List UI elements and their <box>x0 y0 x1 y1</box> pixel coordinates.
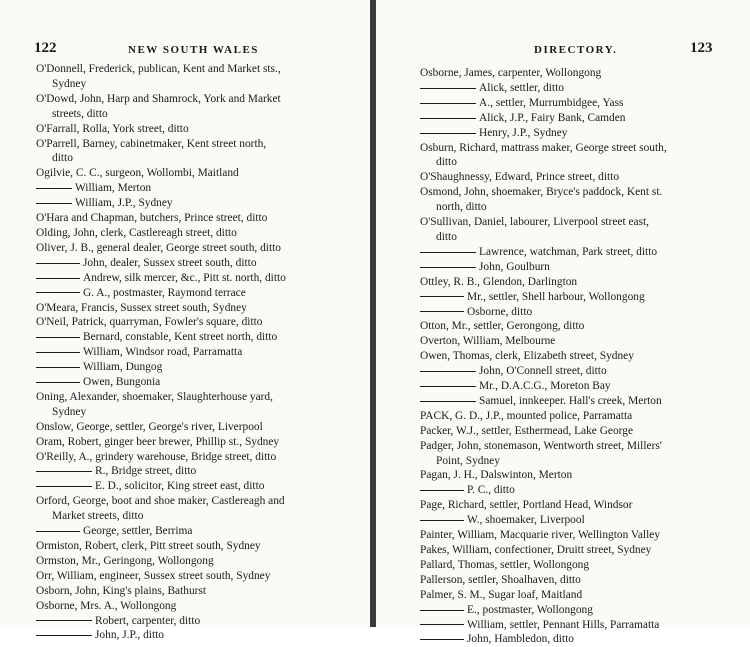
entry-text: Osmond, John, shoemaker, Bryce's paddock, Kent st. <box>420 186 663 199</box>
directory-entry <box>420 245 738 260</box>
directory-entry <box>420 126 738 141</box>
ditto-dash <box>36 367 80 368</box>
directory-entry <box>36 584 362 599</box>
ditto-dash <box>36 188 72 189</box>
ditto-dash <box>36 278 80 279</box>
entry-continuation <box>420 230 738 245</box>
entry-text: Lawrence, watchman, Park street, ditto <box>479 245 658 258</box>
ditto-dash <box>36 337 80 338</box>
entry-text: William, Dungog <box>83 361 163 374</box>
directory-entry <box>36 301 362 316</box>
directory-entry <box>36 524 362 539</box>
right-page-number: 123 <box>690 40 713 56</box>
entry-text: streets, ditto <box>52 107 108 120</box>
entry-text: William, Windsor road, Parramatta <box>83 346 243 359</box>
entry-text: A., settler, Murrumbidgee, Yass <box>479 96 624 109</box>
entry-text: Sydney <box>52 77 87 90</box>
directory-entry <box>420 81 738 96</box>
directory-entry <box>36 122 362 137</box>
entry-continuation <box>36 509 362 524</box>
ditto-dash <box>420 252 476 253</box>
entry-text: Packer, W.J., settler, Esthermead, Lake George <box>420 424 634 437</box>
entry-continuation <box>36 405 362 420</box>
entry-text: E., postmaster, Wollongong <box>467 603 593 616</box>
directory-entry <box>420 558 738 573</box>
entry-text: John, Goulburn <box>479 260 550 273</box>
directory-entry <box>420 215 738 230</box>
directory-entry <box>36 62 362 77</box>
entry-text: O'Donnell, Frederick, publican, Kent and Market sts., <box>36 63 281 75</box>
entry-text: Alick, J.P., Fairy Bank, Camden <box>479 111 626 124</box>
entry-text: Mr., settler, Shell harbour, Wollongong <box>467 290 645 303</box>
directory-entry <box>420 513 738 528</box>
directory-entry <box>36 330 362 345</box>
entry-text: William, settler, Pennant Hills, Parramatta <box>467 618 660 631</box>
entry-continuation <box>36 107 362 122</box>
ditto-dash <box>420 267 476 268</box>
entry-text: O'Meara, Francis, Sussex street south, Sydney <box>36 301 247 314</box>
directory-entry <box>420 632 738 647</box>
ditto-dash <box>420 88 476 89</box>
directory-entry <box>36 196 362 211</box>
directory-entry <box>36 241 362 256</box>
ditto-dash <box>420 520 464 521</box>
left-entry-list <box>36 62 362 643</box>
entry-text: Osborn, John, King's plains, Bathurst <box>36 584 207 597</box>
entry-text: Owen, Thomas, clerk, Elizabeth street, Sydney <box>420 350 634 363</box>
directory-entry <box>420 543 738 558</box>
ditto-dash <box>36 382 80 383</box>
entry-text: Padger, John, stonemason, Wentworth street, Millers' <box>420 439 662 452</box>
entry-text: Palmer, S. M., Sugar loaf, Maitland <box>420 588 583 601</box>
directory-entry <box>36 539 362 554</box>
left-page <box>0 0 370 642</box>
entry-text: O'Neil, Patrick, quarryman, Fowler's square, ditto <box>36 316 263 329</box>
entry-text: north, ditto <box>436 201 487 214</box>
entry-text: O'Sullivan, Daniel, labourer, Liverpool street east, <box>420 216 650 229</box>
ditto-dash <box>420 624 464 625</box>
ditto-dash <box>36 203 72 204</box>
entry-text: O'Dowd, John, Harp and Shamrock, York and Market <box>36 92 281 105</box>
entry-text: W., shoemaker, Liverpool <box>467 514 585 527</box>
entry-text: Ottley, R. B., Glendon, Darlington <box>420 275 578 288</box>
entry-text: Ormston, Mr., Geringong, Wollongong <box>36 554 214 567</box>
entry-text: Ormiston, Robert, clerk, Pitt street south, Sydney <box>36 540 261 552</box>
ditto-dash <box>420 296 464 297</box>
entry-text: Onslow, George, settler, George's river, Liverpool <box>36 420 263 433</box>
directory-entry <box>36 435 362 450</box>
directory-entry <box>36 92 362 107</box>
entry-continuation <box>36 77 362 92</box>
directory-entry <box>36 226 362 241</box>
directory-entry <box>36 375 362 390</box>
directory-entry <box>420 618 738 633</box>
ditto-dash <box>420 311 464 312</box>
directory-entry <box>420 96 738 111</box>
entry-text: Osburn, Richard, mattrass maker, George street south, <box>420 141 667 154</box>
directory-entry <box>420 394 738 409</box>
entry-text: Pallard, Thomas, settler, Wollongong <box>420 558 590 571</box>
entry-continuation <box>420 155 738 170</box>
entry-continuation <box>36 151 362 166</box>
entry-text: ditto <box>436 230 457 243</box>
directory-entry <box>36 628 362 643</box>
directory-entry <box>36 390 362 405</box>
entry-text: John, J.P., ditto <box>95 629 164 642</box>
directory-entry <box>420 260 738 275</box>
entry-text: P. C., ditto <box>467 484 515 497</box>
entry-text: Orford, George, boot and shoe maker, Castlereagh and <box>36 495 285 508</box>
entry-text: Oram, Robert, ginger beer brewer, Phillip st., Sydney <box>36 435 280 448</box>
ditto-dash <box>36 292 80 293</box>
directory-entry <box>420 290 738 305</box>
directory-entry <box>36 166 362 181</box>
ditto-dash <box>420 401 476 402</box>
directory-entry <box>420 349 738 364</box>
entry-text: Page, Richard, settler, Portland Head, Windsor <box>420 499 633 512</box>
entry-text: ditto <box>436 156 457 169</box>
right-page <box>376 0 750 646</box>
entry-text: O'Farrall, Rolla, York street, ditto <box>36 122 189 135</box>
entry-text: Osborne, James, carpenter, Wollongong <box>420 67 602 79</box>
directory-entry <box>36 599 362 614</box>
directory-entry <box>36 479 362 494</box>
directory-entry <box>420 141 738 156</box>
entry-continuation <box>420 454 738 469</box>
entry-text: Pakes, William, confectioner, Druitt street, Sydney <box>420 544 652 556</box>
right-running-header: DIRECTORY. <box>534 44 618 56</box>
entry-text: Orr, William, engineer, Sussex street south, Sydney <box>36 569 271 582</box>
entry-text: John, dealer, Sussex street south, ditto <box>83 256 257 269</box>
ditto-dash <box>36 352 80 353</box>
directory-entry <box>420 528 738 543</box>
entry-text: Ogilvie, C. C., surgeon, Wollombi, Maitland <box>36 167 239 180</box>
directory-entry <box>36 614 362 629</box>
entry-text: John, O'Connell street, ditto <box>479 365 607 378</box>
directory-entry <box>420 483 738 498</box>
entry-text: G. A., postmaster, Raymond terrace <box>83 286 246 299</box>
entry-text: O'Parrell, Barney, cabinetmaker, Kent street north, <box>36 137 267 150</box>
entry-text: Samuel, innkeeper. Hall's creek, Merton <box>479 394 662 407</box>
entry-text: R., Bridge street, ditto <box>95 465 197 478</box>
directory-entry <box>420 275 738 290</box>
directory-entry <box>420 468 738 483</box>
directory-entry <box>36 181 362 196</box>
ditto-dash <box>420 639 464 640</box>
directory-entry <box>420 305 738 320</box>
directory-entry <box>420 573 738 588</box>
entry-text: Owen, Bungonia <box>83 376 161 389</box>
directory-entry <box>420 111 738 126</box>
directory-entry <box>420 424 738 439</box>
ditto-dash <box>36 620 92 621</box>
entry-text: O'Hara and Chapman, butchers, Prince street, ditto <box>36 212 268 225</box>
entry-text: Henry, J.P., Sydney <box>479 126 568 139</box>
directory-entry <box>420 603 738 618</box>
entry-text: Andrew, silk mercer, &c., Pitt st. north, ditto <box>83 271 286 284</box>
directory-entry <box>36 345 362 360</box>
ditto-dash <box>36 531 80 532</box>
directory-entry <box>36 286 362 301</box>
directory-entry <box>420 409 738 424</box>
ditto-dash <box>420 610 464 611</box>
entry-text: Otton, Mr., settler, Gerongong, ditto <box>420 320 585 333</box>
entry-text: Osborne, Mrs. A., Wollongong <box>36 599 177 612</box>
directory-entry <box>420 498 738 513</box>
directory-entry <box>36 554 362 569</box>
directory-entry <box>36 464 362 479</box>
ditto-dash <box>420 118 476 119</box>
entry-text: Painter, William, Macquarie river, Wellington Valley <box>420 529 661 542</box>
directory-entry <box>36 450 362 465</box>
directory-entry <box>420 170 738 185</box>
directory-entry <box>420 379 738 394</box>
directory-entry <box>36 137 362 152</box>
ditto-dash <box>36 635 92 636</box>
left-running-header: NEW SOUTH WALES <box>128 44 259 56</box>
ditto-dash <box>36 486 92 487</box>
directory-entry <box>36 360 362 375</box>
entry-text: Overton, William, Melbourne <box>420 335 556 348</box>
directory-entry <box>36 211 362 226</box>
ditto-dash <box>36 471 92 472</box>
entry-text: Mr., D.A.C.G., Moreton Bay <box>479 380 611 393</box>
entry-text: Point, Sydney <box>436 454 500 467</box>
entry-text: Pagan, J. H., Dalswinton, Merton <box>420 469 573 482</box>
left-page-number: 122 <box>34 40 57 56</box>
ditto-dash <box>420 490 464 491</box>
entry-text: Oning, Alexander, shoemaker, Slaughterhouse yard, <box>36 390 273 403</box>
directory-entry <box>420 334 738 349</box>
entry-text: John, Hambledon, ditto <box>467 633 574 646</box>
directory-entry <box>420 66 738 81</box>
entry-text: ditto <box>52 152 73 165</box>
directory-entry <box>36 494 362 509</box>
entry-text: PACK, G. D., J.P., mounted police, Parramatta <box>420 409 633 422</box>
ditto-dash <box>420 103 476 104</box>
right-entry-list <box>420 66 738 647</box>
entry-text: William, Merton <box>75 182 152 195</box>
directory-entry <box>36 271 362 286</box>
entry-text: O'Shaughnessy, Edward, Prince street, ditto <box>420 171 620 184</box>
entry-text: Oliver, J. B., general dealer, George street south, ditto <box>36 241 281 254</box>
directory-entry <box>36 256 362 271</box>
directory-entry <box>420 185 738 200</box>
entry-text: William, J.P., Sydney <box>75 197 173 210</box>
entry-text: Pallerson, settler, Shoalhaven, ditto <box>420 573 581 586</box>
directory-entry <box>36 420 362 435</box>
entry-text: Sydney <box>52 405 87 418</box>
entry-continuation <box>420 200 738 215</box>
directory-entry <box>36 315 362 330</box>
entry-text: E. D., solicitor, King street east, ditto <box>95 480 265 493</box>
directory-entry <box>420 588 738 603</box>
ditto-dash <box>420 133 476 134</box>
entry-text: Bernard, constable, Kent street north, ditto <box>83 331 278 344</box>
entry-text: Alick, settler, ditto <box>479 81 564 94</box>
directory-entry <box>420 319 738 334</box>
ditto-dash <box>36 263 80 264</box>
entry-text: O'Reilly, A., grindery warehouse, Bridge street, ditto <box>36 450 277 463</box>
directory-entry <box>36 569 362 584</box>
entry-text: Robert, carpenter, ditto <box>95 614 201 627</box>
entry-text: Olding, John, clerk, Castlereagh street, ditto <box>36 226 237 239</box>
entry-text: Market streets, ditto <box>52 510 144 523</box>
ditto-dash <box>420 371 476 372</box>
entry-text: Osborne, ditto <box>467 305 533 318</box>
entry-text: George, settler, Berrima <box>83 525 193 538</box>
directory-entry <box>420 364 738 379</box>
directory-entry <box>420 439 738 454</box>
ditto-dash <box>420 386 476 387</box>
